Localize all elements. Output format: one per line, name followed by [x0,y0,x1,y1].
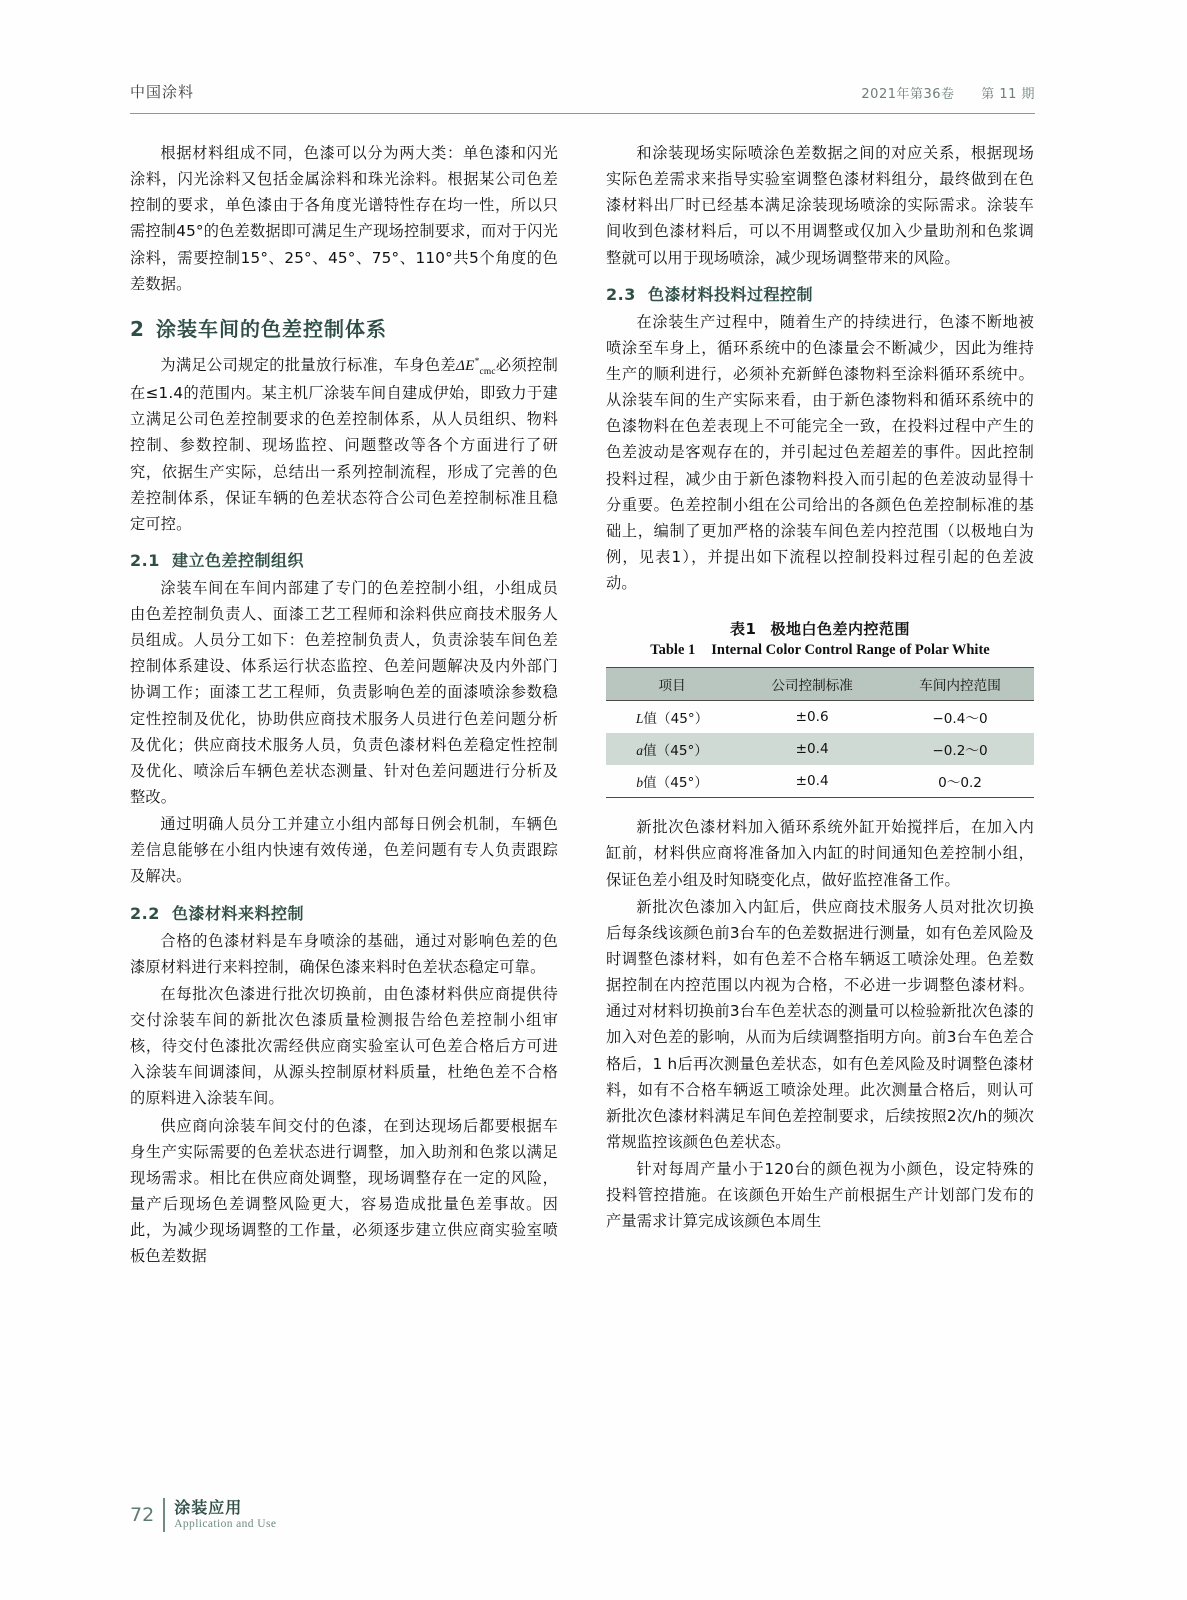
page-footer [130,1486,1035,1532]
color-control-table [606,667,1034,798]
paragraph: 根据材料组成不同，色漆可以分为两大类：单色漆和闪光涂料，闪光涂料又包括金属涂料和珠光涂料。根据某公司色差控制的要求，单色漆由于各角度光谱特性存在均一性，所以只需控制45°的色差数据即可满足生产现场控制要求，而对于闪光涂料，需要控制15°、25°、45°、75°、110°共5个角度的色差数据。 [130,144,558,293]
item-symbol: b [636,775,644,791]
subsection-heading-2-2 [130,901,558,924]
table-cell-standard: ±0.4 [795,741,829,758]
paragraph: 在每批次色漆进行批次切换前，由色漆材料供应商提供待交付涂装车间的新批次色漆质量检测报告给色差控制小组审核，待交付色漆批次需经供应商实验室认可色差合格后方可进入涂装车间调漆间，从源头控制原材料质量，杜绝色差不合格的原料进入涂装车间。 [130,984,558,1108]
table-row [606,733,1034,765]
table-row [606,765,1034,798]
subsection-title: 建立色差控制组织 [172,550,305,570]
table-header-cell-range: 车间内控范围 [886,668,1034,701]
item-suffix: 值（45°） [643,775,708,792]
table-caption-cn-text: 极地白色差内控范围 [770,620,910,639]
item-suffix: 值（45°） [643,711,709,728]
paragraph: 合格的色漆材料是车身喷涂的基础，通过对影响色差的色漆原材料进行来料控制，确保色漆来料时色差状态稳定可靠。 [130,931,558,976]
paragraph: 新批次色漆材料加入循环系统外缸开始搅拌后，在加入内缸前，材料供应商将准备加入内缸的时间通知色差控制小组，保证色差小组及时知晓变化点，做好监控准备工作。 [606,818,1034,889]
paragraph: 新批次色漆加入内缸后，供应商技术服务人员对批次切换后每条线该颜色前3台车的色差数据进行测量，如有色差风险及时调整色漆材料，如有色差不合格车辆返工喷涂处理。色差数据控制在内控范围以内视为合格，不必进一步调整色漆材料。通过对材料切换前3台车色差状态的测量可以检验新批次色漆的加入对色差的影响，从而为后续调整指明方向。前3台车色差合格后，1 h后再次测量色差状态，如有色差风险及时调整色漆材料，如有不合格车辆返工喷涂处理。此次测量合格后，则认可新批次色漆材料满足车间色差控制要求，后续按照2次/h的频次常规监控该颜色色差状态。 [606,897,1034,1151]
right-column [606,140,1034,1470]
journal-name: 中国涂料 [130,83,195,101]
section-title: 涂装车间的色差控制体系 [156,316,387,341]
table-caption-en-label: Table 1 [650,642,696,659]
page-number: 72 [130,1503,155,1526]
paragraph: 供应商向涂装车间交付的色漆，在到达现场后都要根据车身生产实际需要的色差状态进行调整，加入助剂和色浆以满足现场需求。相比在供应商处调整，现场调整存在一定的风险，量产后现场色差调整风险更大，容易造成批量色差事故。因此，为减少现场调整的工作量，必须逐步建立供应商实验室喷板色差数据 [130,1116,558,1266]
paragraph: 和涂装现场实际喷涂色差数据之间的对应关系，根据现场实际色差需求来指导实验室调整色漆材料组分，最终做到在色漆材料出厂时已经基本满足涂装现场喷涂的实际需求。涂装车间收到色漆材料后，可以不用调整或仅加入少量助剂和色浆调整就可以用于现场喷涂，减少现场调整带来的风险。 [606,144,1034,267]
subsection-title: 色漆材料来料控制 [172,903,305,923]
paragraph: 针对每周产量小于120台的颜色视为小颜色，设定特殊的投料管控措施。在该颜色开始生产前根据生产计划部门发布的产量需求计算完成该颜色本周生 [606,1160,1034,1231]
subsection-number: 2.1 [130,550,160,570]
two-column-body [130,140,1035,1470]
table-header-cell-standard: 公司控制标准 [738,668,886,701]
section-number: 2 [130,316,145,341]
delta-e-formula: $\Delta E^*_{cmc}$ [455,356,496,377]
item-symbol: a [636,743,644,759]
issue-info [861,83,1035,102]
table-caption-en-text: Internal Color Control Range of Polar White [711,642,990,659]
table-cell-range: −0.2～0 [932,743,988,760]
table-block [606,618,1034,798]
table-cell-item [606,733,738,765]
page-content [130,75,1035,1525]
volume-label: 2021年第36卷 [861,87,955,102]
paragraph-part-b: 必须控制在≤1.4的范围内。某主机厂涂装车间自建成伊始，即致力于建立满足公司色差控制要求的色差控制体系，从人员组织、物料控制、参数控制、现场监控、问题整改等各个方面进行了研究，依据生产实际，总结出一系列控制流程，形成了完善的色差控制体系，保证车辆的色差状态符合公司色差控制标准且稳定可控。 [130,355,558,533]
table-header-cell-item: 项目 [606,668,738,701]
subsection-number: 2.2 [130,903,160,923]
issue-label: 第 11 期 [981,87,1035,102]
subsection-number: 2.3 [606,284,636,304]
table-caption-cn-label: 表1 [730,620,757,639]
table-caption-en [606,642,1034,659]
paragraph: 通过明确人员分工并建立小组内部每日例会机制，车辆色差信息能够在小组内快速有效传递，色差问题有专人负责跟踪及解决。 [130,815,558,886]
footer-section-en: Application and Use [174,1518,277,1531]
item-suffix: 值（45°） [643,743,708,760]
table-header-row [606,668,1034,701]
footer-section [174,1499,276,1531]
table-cell-item [606,765,738,798]
subsection-heading-2-1 [130,548,558,571]
footer-section-cn: 涂装应用 [174,1497,243,1517]
item-symbol: L [635,711,644,727]
table-body [606,701,1034,798]
table-cell-range: 0～0.2 [886,765,1034,798]
paragraph: 涂装车间在车间内部建了专门的色差控制小组，小组成员由色差控制负责人、面漆工艺工程师和涂料供应商技术服务人员组成。人员分工如下：色差控制负责人，负责涂装车间色差控制体系建设、体系运行状态监控、色差问题解决及内外部门协调工作；面漆工艺工程师，负责影响色差的面漆喷涂参数稳定性控制及优化，协助供应商技术服务人员进行色差问题分析及优化；供应商技术服务人员，负责色漆材料色差稳定性控制及优化、喷涂后车辆色差状态测量、针对色差问题进行分析及整改。 [130,578,558,807]
table-head [606,668,1034,701]
page-header [130,75,1035,114]
subsection-title: 色漆材料投料过程控制 [648,284,814,304]
paragraph-part-a: 为满足公司规定的批量放行标准，车身色差 [160,355,456,374]
table-cell-standard: ±0.4 [738,765,886,798]
table-row [606,701,1034,734]
footer-inner [130,1498,276,1532]
table-cell-item [606,701,738,734]
table-caption-cn [606,618,1034,639]
footer-divider [163,1498,165,1532]
subsection-heading-2-3 [606,282,1034,305]
left-column [130,140,558,1470]
paragraph: 在涂装生产过程中，随着生产的持续进行，色漆不断地被喷涂至车身上，循环系统中的色漆量会不断减少，因此为维持生产的顺利进行，必须补充新鲜色漆物料至涂料循环系统中。从涂装车间的生产实际来看，由于新色漆物料和循环系统中的色漆物料在色差表现上不可能完全一致，在投料过程中产生的色差波动是客观存在的，并引起过色差超差的事件。因此控制投料过程，减少由于新色漆物料投入而引起的色差波动显得十分重要。色差控制小组在公司给出的各颜色色差控制标准的基础上，编制了更加严格的涂装车间色差内控范围（以极地白为例，见表1），并提出如下流程以控制投料过程引起的色差波动。 [606,312,1034,593]
table-cell-standard: ±0.6 [795,709,829,726]
section-heading-2 [130,313,558,342]
paragraph [130,352,558,537]
table-cell-range: −0.4～0 [932,711,988,728]
